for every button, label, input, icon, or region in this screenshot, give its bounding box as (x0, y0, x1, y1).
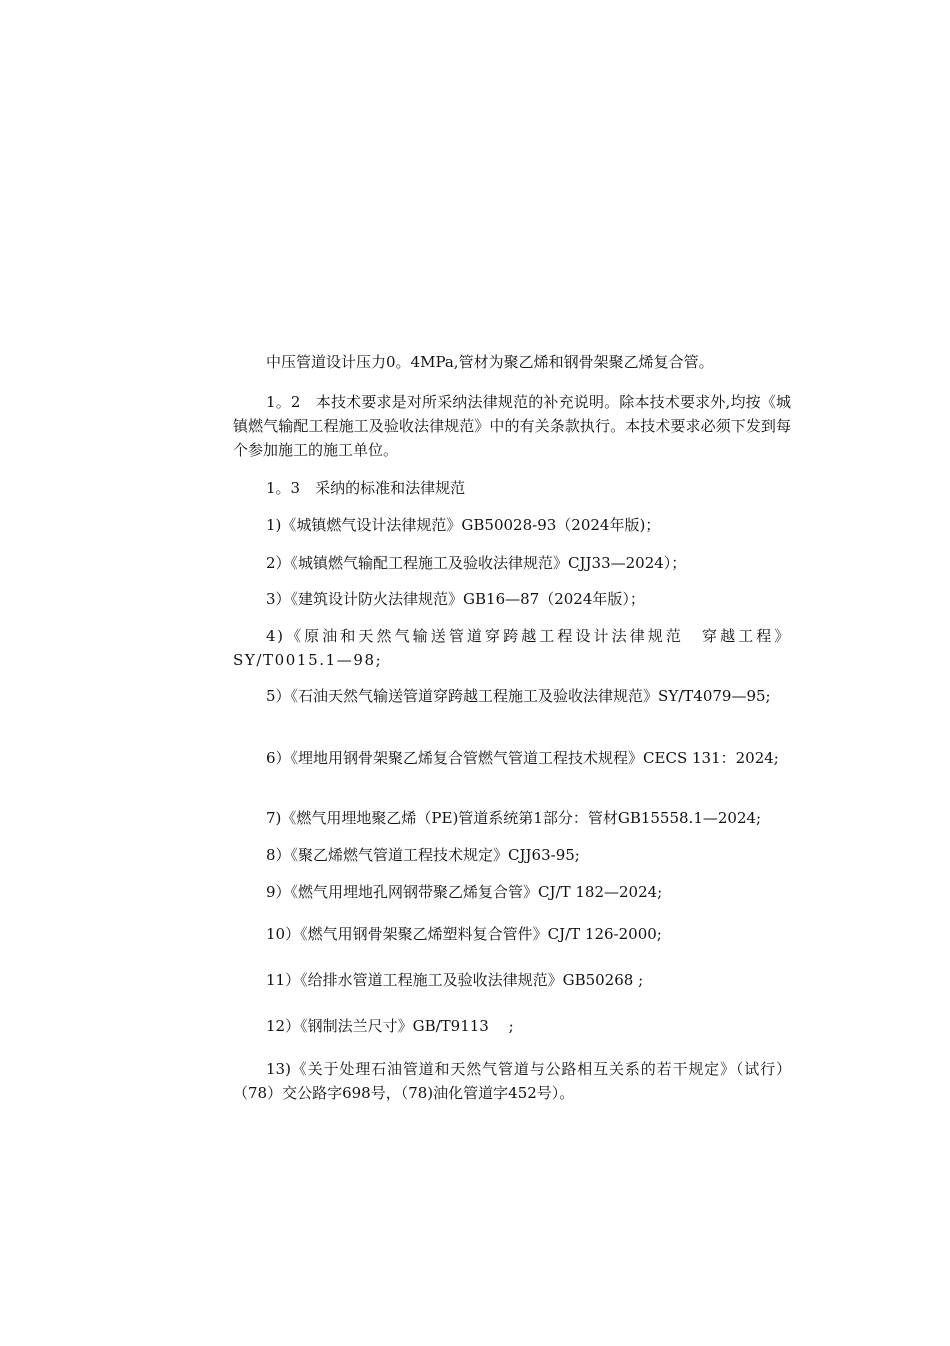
standard-item-13: 13)《关于处理石油管道和天然气管道与公路相互关系的若干规定》（试行）（78）交公路字698号，（78)油化管道字452号）。 (233, 1060, 791, 1102)
standard-item-5: 5）《石油天然气输送管道穿跨越工程施工及验收法律规范》SY/T4079—95; (266, 687, 771, 705)
standard-item-2: 2）《城镇燃气输配工程施工及验收法律规范》CJJ33—2024）； (266, 554, 687, 572)
standard-item-7: 7)《燃气用埋地聚乙烯（PE)管道系统第1部分：管材GB15558.1—2024; (266, 809, 762, 827)
standard-item-6: 6）《埋地用钢骨架聚乙烯复合管燃气管道工程技术规程》CECS 131：2024; (266, 749, 779, 767)
standard-item-12: 12）《钢制法兰尺寸》GB/T9113 ; (266, 1017, 514, 1035)
standard-item-4: 4)《原油和天然气输送管道穿跨越工程设计法律规范 穿越工程》SY/T0015.1—98; (233, 627, 791, 669)
standard-item-10: 10）《燃气用钢骨架聚乙烯塑料复合管件》CJ/T 126-2000; (266, 925, 662, 943)
standard-item-3: 3）《建筑设计防火法律规范》GB16—87（2024年版）； (266, 590, 645, 608)
standard-item-8: 8）《聚乙烯燃气管道工程技术规定》CJJ63-95; (266, 846, 580, 864)
standard-item-11: 11）《给排水管道工程施工及验收法律规范》GB50268 ; (266, 971, 644, 989)
standard-item-1: 1)《城镇燃气设计法律规范》GB50028-93（2024年版)； (266, 516, 661, 534)
heading-1-3: 1。3 采纳的标准和法律规范 (266, 479, 466, 497)
standard-item-9: 9）《燃气用埋地孔网钢带聚乙烯复合管》CJ/T 182—2024; (266, 883, 663, 901)
paragraph-1-2: 1。2 本技术要求是对所采纳法律规范的补充说明。除本技术要求外,均按《城镇燃气输配工程施工及验收法律规范》中的有关条款执行。本技术要求必须下发到每个参加施工的施工单位。 (233, 393, 791, 459)
paragraph-pressure: 中压管道设计压力0。4MPa,管材为聚乙烯和钢骨架聚乙烯复合管。 (266, 353, 714, 371)
